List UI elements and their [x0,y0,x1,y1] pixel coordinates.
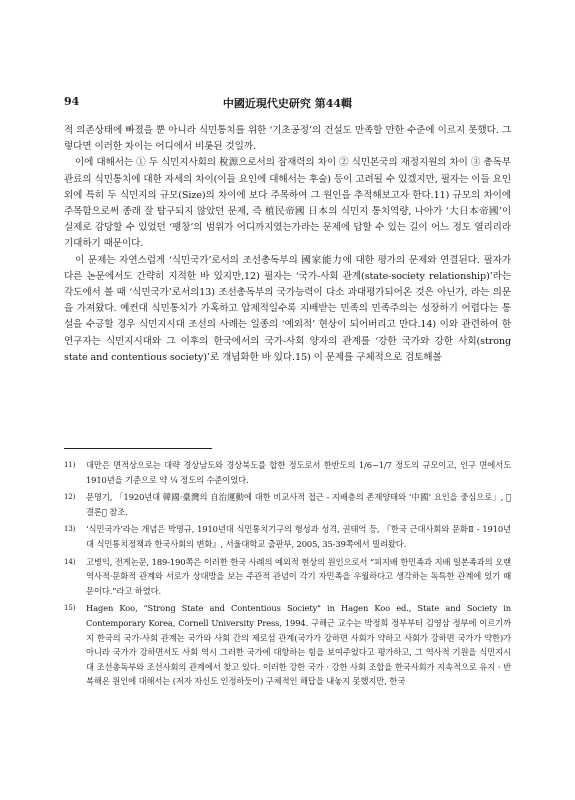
footnote-text: ‘식민국가’라는 개념은 박명규, 1910년대 식민통치기구의 형성과 성격, 권태억 등, 『한국 근대사회와 문화Ⅱ - 1910년대 식민통치정책과 한국사회의 변화』, 서울대학교 출판부, 2005, 35-39쪽에서 빌려왔다. [86,524,511,549]
footnote-text: 대만은 면적상으로는 대략 경상남도와 경상북도를 합한 정도로서 한반도의 1/6~1/7 정도의 규모이고, 인구 면에서도 1910년을 기준으로 약 ¼ 정도의 수준이었다. [86,460,511,485]
footnote-number: 14) [64,557,76,566]
footnote [64,458,511,487]
footnote-number: 12) [64,493,76,502]
footnote-text: Hagen Koo, "Strong State and Contentious Society" in Hagen Koo ed., State and Society in Contemporary Korea, Cornell University Press, 1994. 구해근 교수는 박정희 정부부터 김영삼 정부에 이르기까지 한국의 국가-사회 관계는 국가와 사회 간의 제로섬 관계(국가가 강하면 사회가 약하고 사회가 강하면 국가가 약한)가 아니라 국가가 강하면서도 사회 역시 그러한 국가에 대항하는 힘을 보여주었다고 평가하고, 그 역사적 기원을 식민지시대 조선총독부와 조선사회의 관계에서 찾고 있다. 이러한 강한 국가 · 강한 사회 조합을 한국사회가 지속적으로 유지 · 반복해온 원인에 대해서는 (저자 자신도 인정하듯이) 구체적인 해답을 내놓지 못했지만, 한국 [86,603,511,687]
journal-title: 中國近現代史研究 第44輯 [222,97,353,110]
main-text [64,123,511,366]
paragraph: 적 의존상태에 빠졌을 뿐 아니라 식민통치를 위한 ‘기초공정’의 건설도 만족할 만한 수준에 이르지 못했다. 그렇다면 이러한 차이는 어디에서 비롯된 것일까. [64,125,511,153]
footnote-number: 15) [64,604,76,613]
paragraph: 이 문제는 자연스럽게 ‘식민국가’로서의 조선총독부의 國家能力에 대한 평가의 문제와 연결된다. 필자가 다른 논문에서도 간략히 지적한 바 있지만,12) 필자는 ‘국가-사회 관계(state-society relationship)’라는 각도에서 볼 때 ‘식민국가’로서의13) 조선총독부의 국가능력이 다소 과대평가되어온 것은 아닌가, 라는 의문을 가져왔다. 예컨대 식민통치가 가혹하고 압제적일수록 지배받는 민족의 민족주의는 성장하기 어렵다는 통설을 수긍할 경우 식민지시대 조선의 사례는 일종의 ‘예외적’ 현상이 되어버리고 만다.14) 이와 관련하여 한 연구자는 식민지시대와 그 이후의 한국에서의 국가-사회 양자의 관계를 ‘강한 국가와 강한 사회(strong state and contentious society)’로 개념화한 바 있다.15) 이 문제를 구체적으로 검토해볼 [64,254,511,363]
footnote-number: 11) [64,461,76,469]
footnote-number: 13) [64,525,76,534]
footnote [64,601,511,689]
footnote [64,522,511,551]
footnote-text: 문명기, 「1920년대 韓國·臺灣의 自治運動에 대한 비교사적 접근 - 지배층의 존재양태와 ‘中國’ 요인을 중심으로」, 󰡔결론󰡕 참조. [86,492,511,517]
footnote [64,490,511,519]
footnote-text: 고병익, 전게논문, 189-190쪽은 이러한 한국 사례의 예외적 현상의 원인으로서 “피지배 한민족과 지배 일본족과의 오랜 역사적·문화적 관계와 서로가 상대방을 보는 주관적 관념이 각기 자민족을 우월하다고 생각하는 독특한 관계에 있기 때문이다.”라고 하였다. [86,556,511,596]
page-number: 94 [64,95,80,108]
paragraph: 이에 대해서는 ① 두 식민지사회의 稅源으로서의 잠재력의 차이 ② 식민본국의 재정지원의 차이 ③ 총독부 관료의 식민통치에 대한 자세의 차이(이들 요인에 대해서는 후술) 등이 고려될 수 있겠지만, 필자는 이들 요인 외에 특히 두 식민지의 규모(Size)의 차이에 보다 주목하여 그 원인을 추적해보고자 한다.11) 규모의 차이에 주목함으로써 종래 잘 탐구되지 않았던 문제, 즉 植民帝國 日本의 식민지 통치역량, 나아가 ‘大日本帝國’이 실제로 감당할 수 있었던 ‘팽창’의 범위가 어디까지였는가라는 문제에 답할 수 있는 길이 어느 정도 열리리라 기대하기 때문이다. [64,157,511,250]
page-header [64,95,511,111]
footnote [64,555,511,599]
footnote-separator [64,448,212,449]
footnotes [64,458,511,692]
